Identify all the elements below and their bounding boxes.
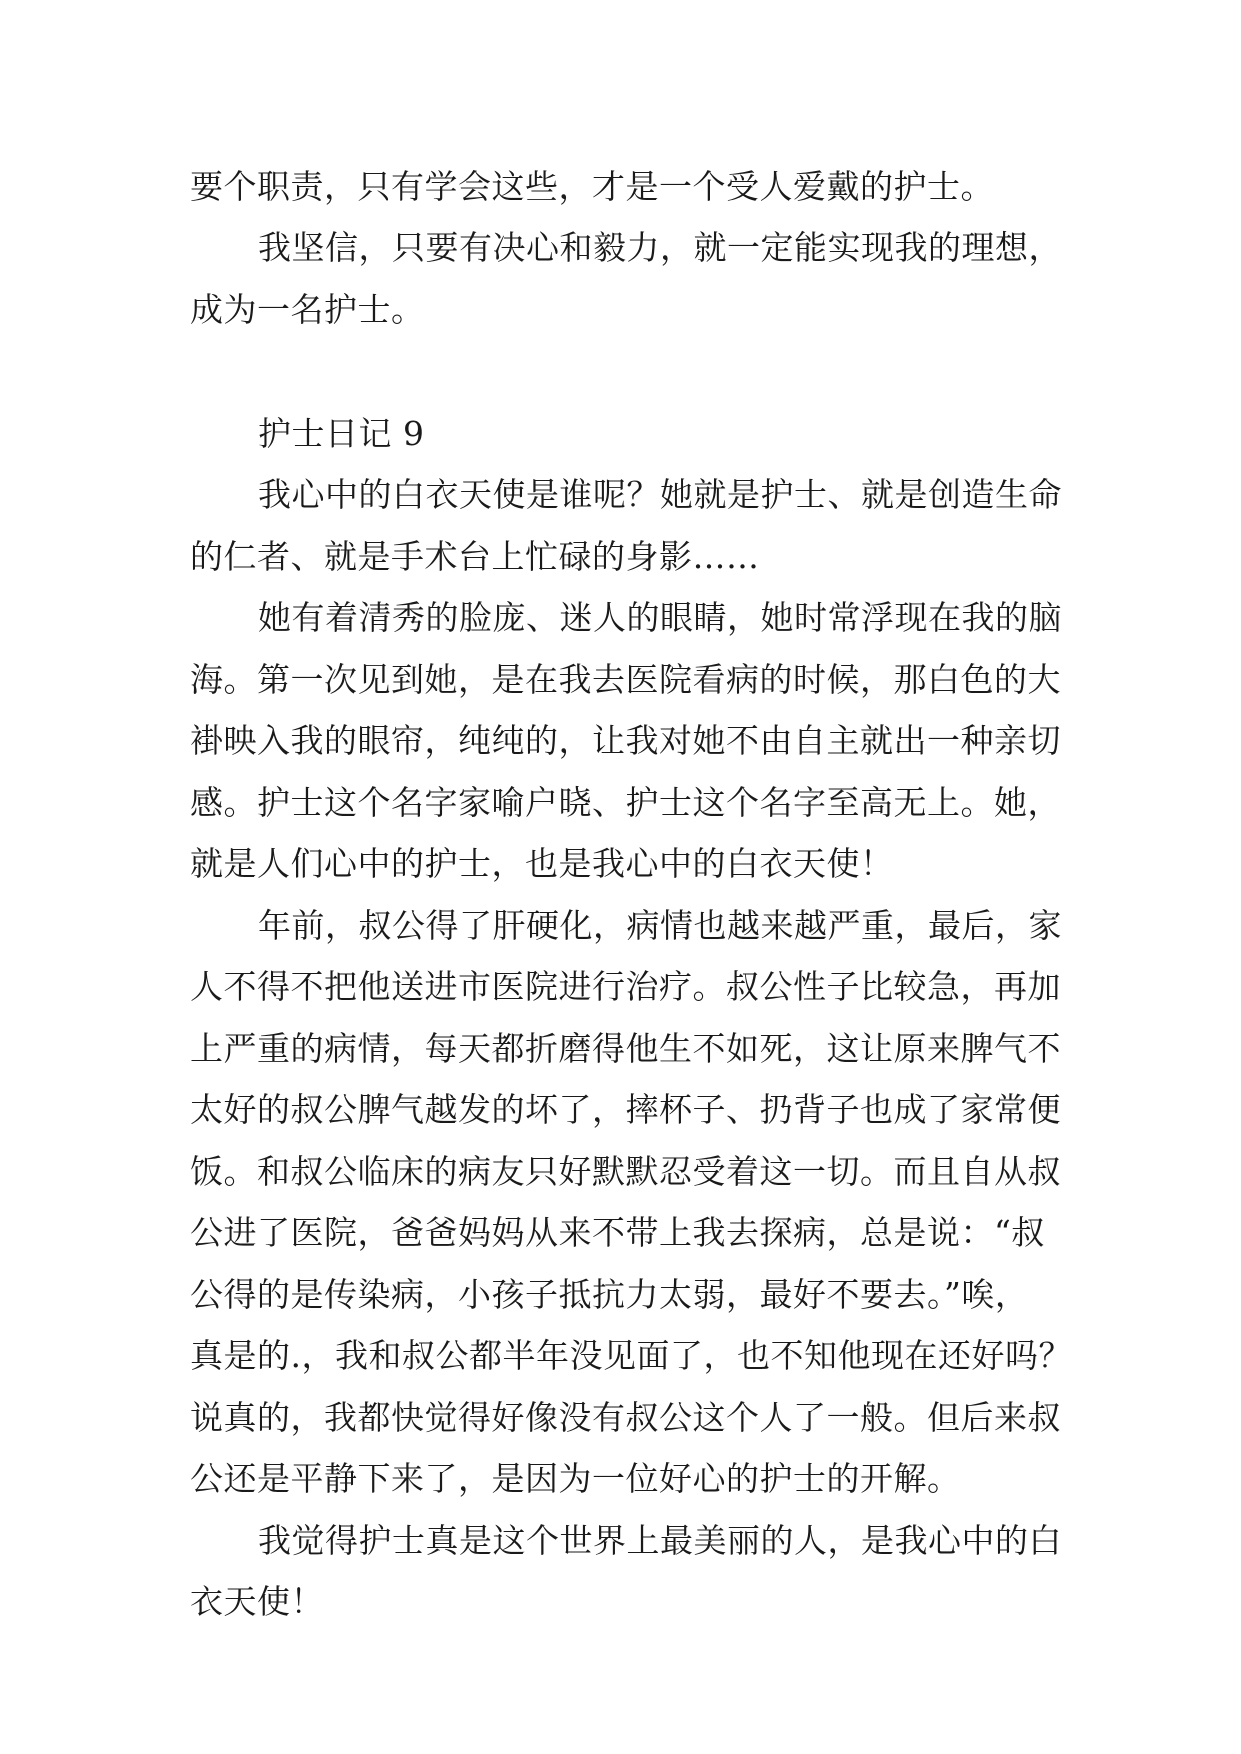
section-heading: 护士日记 9 (258, 414, 425, 453)
text-line: 就是人们心中的护士，也是我心中的白衣天使！ (190, 844, 894, 883)
text-line: 真是的.，我和叔公都半年没见面了，也不知他现在还好吗？ (190, 1336, 1072, 1375)
text-line: 太好的叔公脾气越发的坏了，摔杯子、扔背子也成了家常便 (190, 1090, 1061, 1129)
text-line: 公还是平静下来了，是因为一位好心的护士的开解。 (190, 1459, 961, 1498)
text-line: 饭。和叔公临床的病友只好默默忍受着这一切。而且自从叔 (190, 1152, 1061, 1191)
text-line: 公进了医院，爸爸妈妈从来不带上我去探病，总是说：“叔 (190, 1213, 1045, 1252)
text-line: 我觉得护士真是这个世界上最美丽的人，是我心中的白 (258, 1521, 1062, 1560)
text-line: 我坚信，只要有决心和毅力，就一定能实现我的理想， (258, 228, 1062, 267)
text-line: 我心中的白衣天使是谁呢？她就是护士、就是创造生命 (258, 475, 1062, 514)
text-line: 说真的，我都快觉得好像没有叔公这个人了一般。但后来叔 (190, 1398, 1061, 1437)
text-line: 成为一名护士。 (190, 290, 425, 329)
text-line: 年前，叔公得了肝硬化，病情也越来越严重，最后，家 (258, 906, 1062, 945)
text-line: 褂映入我的眼帘，纯纯的，让我对她不由自主就出一种亲切 (190, 721, 1061, 760)
text-line: 衣天使！ (190, 1582, 324, 1621)
text-line: 海。第一次见到她，是在我去医院看病的时候，那白色的大 (190, 660, 1061, 699)
text-line: 的仁者、就是手术台上忙碌的身影…… (190, 537, 760, 576)
text-line: 感。护士这个名字家喻户晓、护士这个名字至高无上。她， (190, 783, 1061, 822)
text-line: 公得的是传染病，小孩子抵抗力太弱，最好不要去。”唉， (190, 1275, 1029, 1314)
text-line: 人不得不把他送进市医院进行治疗。叔公性子比较急，再加 (190, 967, 1061, 1006)
text-line: 上严重的病情，每天都折磨得他生不如死，这让原来脾气不 (190, 1029, 1061, 1068)
text-line: 她有着清秀的脸庞、迷人的眼睛，她时常浮现在我的脑 (258, 598, 1062, 637)
text-line: 要个职责，只有学会这些，才是一个受人爱戴的护士。 (190, 167, 994, 206)
